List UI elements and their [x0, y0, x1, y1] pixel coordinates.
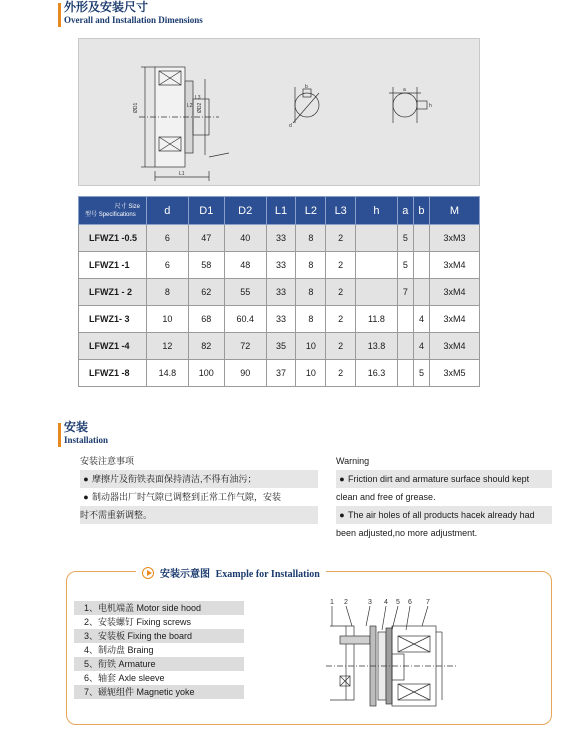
play-circle-icon — [142, 567, 154, 579]
dimension-drawing-svg — [79, 39, 481, 187]
label-d2: ØD2 — [197, 102, 203, 113]
list-item: 7、磁轭组件 Magnetic yoke — [74, 685, 244, 699]
table-cell: 2 — [326, 225, 356, 252]
bullet-icon: ● — [83, 492, 89, 502]
corner-spec-label: 型号 Specifications — [85, 211, 136, 218]
table-cell: 33 — [266, 225, 296, 252]
bullet-icon: ● — [339, 510, 345, 520]
list-item: 6、轴套 Axle sleeve — [84, 673, 165, 683]
table-cell — [397, 360, 413, 387]
column-header: b — [413, 197, 429, 225]
table-cell: 16.3 — [356, 360, 398, 387]
section-title-cn: 外形及安装尺寸 — [64, 0, 149, 14]
parts-list — [74, 601, 244, 699]
table-cell — [413, 252, 429, 279]
note-item: ● Friction dirt and armature surface should kept — [336, 470, 552, 488]
table-cell: 8 — [296, 306, 326, 333]
note-item: ● The air holes of all products hacek already had — [336, 506, 552, 524]
callout-number: 2 — [344, 599, 348, 606]
note-item-continued: been adjusted,no more adjustment. — [336, 528, 478, 538]
notes-heading: Warning — [336, 456, 370, 466]
column-header: M — [430, 197, 480, 225]
table-cell: 2 — [326, 360, 356, 387]
table-cell: 72 — [224, 333, 266, 360]
notes-chinese — [80, 452, 318, 524]
model-cell: LFWZ1 -0.5 — [79, 225, 147, 252]
section-title-en: Installation — [64, 435, 109, 445]
table-row — [79, 333, 480, 360]
table-cell: 2 — [326, 252, 356, 279]
table-cell: 14.8 — [147, 360, 189, 387]
shaft-end-view-2 — [393, 93, 417, 117]
list-item: 2、安装螺钉 Fixing screws — [84, 617, 192, 627]
table-cell: 10 — [296, 360, 326, 387]
column-header: D2 — [224, 197, 266, 225]
specification-table — [78, 196, 480, 387]
table-cell: 13.8 — [356, 333, 398, 360]
list-item: 4、制动盘 Braing — [84, 645, 154, 655]
shaft-end-view-1 — [295, 93, 319, 117]
table-cell: 35 — [266, 333, 296, 360]
note-item-continued: clean and free of grease. — [336, 492, 436, 502]
label-b: b — [305, 84, 308, 90]
table-cell: 2 — [326, 333, 356, 360]
callout-number: 5 — [396, 599, 400, 606]
table-cell — [413, 225, 429, 252]
notes-heading: 安装注意事项 — [80, 456, 135, 466]
label-l1: L1 — [179, 171, 185, 177]
column-header: L3 — [326, 197, 356, 225]
table-cell: 33 — [266, 306, 296, 333]
table-cell: 8 — [147, 279, 189, 306]
label-l3: L3 — [195, 95, 201, 101]
table-cell: 5 — [413, 360, 429, 387]
table-cell: 8 — [296, 252, 326, 279]
list-item: 3、安装板 Fixing the board — [74, 629, 244, 643]
label-h: h — [429, 103, 432, 109]
list-item: 1、电机端盖 Motor side hood — [74, 601, 244, 615]
table-cell: 33 — [266, 279, 296, 306]
model-cell: LFWZ1- 3 — [79, 306, 147, 333]
callout-number: 1 — [330, 599, 334, 606]
table-cell: 62 — [188, 279, 224, 306]
installation-section-header — [64, 420, 108, 446]
table-body — [79, 225, 480, 387]
table-cell: 58 — [188, 252, 224, 279]
column-header: L2 — [296, 197, 326, 225]
section-accent-bar — [58, 3, 61, 27]
table-cell — [397, 306, 413, 333]
model-cell: LFWZ1 -4 — [79, 333, 147, 360]
table-cell: 4 — [413, 333, 429, 360]
table-cell: 60.4 — [224, 306, 266, 333]
column-header: L1 — [266, 197, 296, 225]
table-cell: 6 — [147, 225, 189, 252]
column-header: d — [147, 197, 189, 225]
table-cell: 82 — [188, 333, 224, 360]
section-accent-bar — [58, 423, 61, 447]
section-title-en: Overall and Installation Dimensions — [64, 15, 203, 25]
note-item: ● 制动器出厂时气隙已调整到正常工作气隙，安装 — [80, 488, 318, 506]
column-header: h — [356, 197, 398, 225]
label-d1: ØD1 — [133, 102, 139, 113]
table-cell: 3xM5 — [430, 360, 480, 387]
table-header-row — [79, 197, 480, 225]
corner-size-label: 尺寸 Size — [114, 203, 140, 210]
table-cell: 37 — [266, 360, 296, 387]
table-cell — [356, 279, 398, 306]
section-title-cn: 安装 — [64, 420, 89, 434]
column-header: a — [397, 197, 413, 225]
table-cell: 33 — [266, 252, 296, 279]
table-cell: 6 — [147, 252, 189, 279]
table-cell: 3xM4 — [430, 333, 480, 360]
table-cell — [356, 225, 398, 252]
table-cell — [397, 333, 413, 360]
table-cell: 3xM4 — [430, 279, 480, 306]
installation-example-title: 安装示意图 Example for Installation — [136, 565, 326, 580]
table-cell: 4 — [413, 306, 429, 333]
table-cell: 5 — [397, 225, 413, 252]
table-row — [79, 360, 480, 387]
label-d: d — [289, 123, 292, 129]
axle-sleeve — [392, 654, 404, 680]
column-header: D1 — [188, 197, 224, 225]
bullet-icon: ● — [339, 474, 345, 484]
table-cell: 55 — [224, 279, 266, 306]
table-cell: 47 — [188, 225, 224, 252]
table-cell: 3xM4 — [430, 252, 480, 279]
table-cell: 7 — [397, 279, 413, 306]
callout-number: 7 — [426, 599, 430, 606]
table-cell: 100 — [188, 360, 224, 387]
table-cell: 2 — [326, 306, 356, 333]
table-cell: 10 — [296, 333, 326, 360]
list-item: 5、衔铁 Armature — [74, 657, 244, 671]
table-cell: 8 — [296, 225, 326, 252]
table-cell: 48 — [224, 252, 266, 279]
table-cell: 5 — [397, 252, 413, 279]
model-cell: LFWZ1 - 2 — [79, 279, 147, 306]
table-row — [79, 225, 480, 252]
label-l2: L2 — [187, 103, 193, 109]
callout-number: 3 — [368, 599, 372, 606]
bullet-icon: ● — [83, 474, 89, 484]
dimension-drawing — [78, 38, 480, 186]
table-cell: 11.8 — [356, 306, 398, 333]
callout-number: 4 — [384, 599, 388, 606]
table-cell — [413, 279, 429, 306]
table-cell: 2 — [326, 279, 356, 306]
table-cell: 68 — [188, 306, 224, 333]
callout-number: 6 — [408, 599, 412, 606]
table-row — [79, 279, 480, 306]
table-cell: 8 — [296, 279, 326, 306]
table-cell: 40 — [224, 225, 266, 252]
label-a: a — [403, 87, 406, 93]
table-cell: 3xM4 — [430, 306, 480, 333]
table-cell: 3xM3 — [430, 225, 480, 252]
table-cell: 90 — [224, 360, 266, 387]
dimensions-section-header — [64, 0, 203, 26]
table-row — [79, 306, 480, 333]
table-row — [79, 252, 480, 279]
model-cell: LFWZ1 -8 — [79, 360, 147, 387]
table-cell: 10 — [147, 306, 189, 333]
table-cell: 12 — [147, 333, 189, 360]
fixing-screw — [340, 636, 370, 644]
assembly-drawing — [326, 596, 476, 718]
table-cell — [356, 252, 398, 279]
model-cell: LFWZ1 -1 — [79, 252, 147, 279]
notes-english — [336, 452, 552, 542]
note-item-continued: 时不需重新调整。 — [80, 506, 318, 524]
note-item: ● 摩擦片及衔铁表面保持清洁,不得有油污； — [80, 470, 318, 488]
table-corner-cell — [79, 197, 147, 225]
